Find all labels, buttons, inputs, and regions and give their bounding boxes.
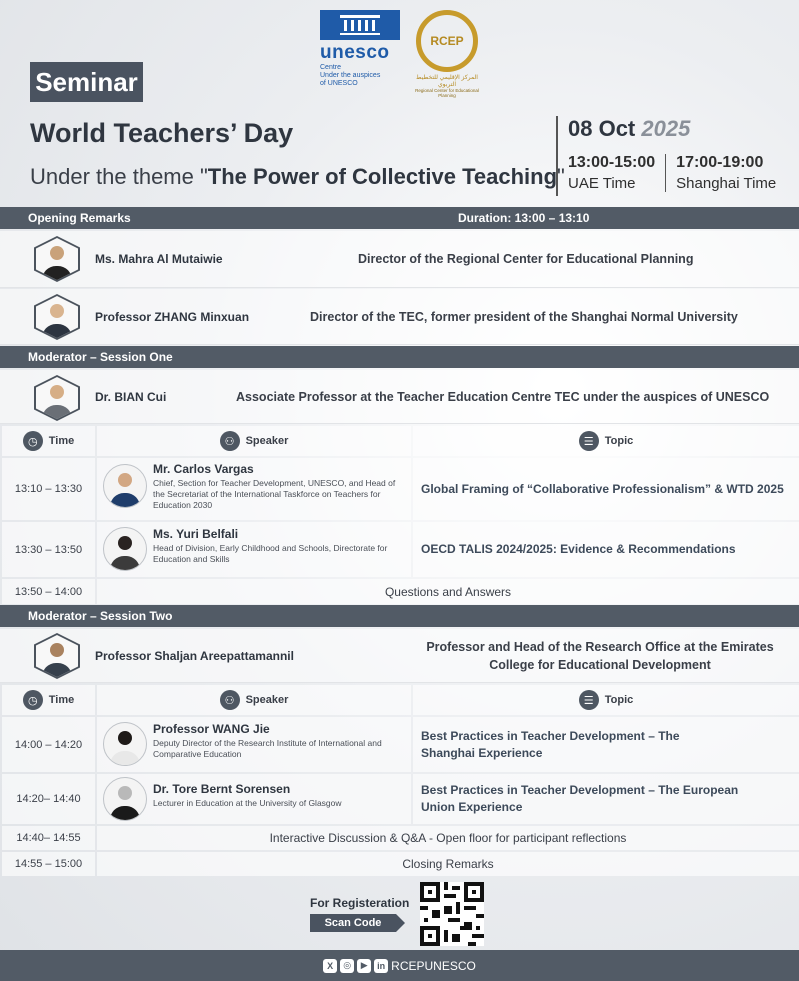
time-cell: 13:10 – 13:30 — [2, 458, 95, 520]
unesco-temple-icon — [320, 10, 400, 40]
rcep-wordmark: RCEP — [430, 34, 464, 48]
speaker-description: Deputy Director of the Research Institute of International and Comparative Education — [153, 738, 382, 759]
speaker-cell — [97, 522, 411, 577]
page-subtitle — [30, 164, 565, 190]
uae-time-range: 13:00-15:00 — [568, 154, 656, 171]
session-two-bar: Moderator – Session Two — [0, 605, 799, 627]
time-header-label: Time — [48, 694, 75, 706]
date-year: 2025 — [641, 116, 691, 141]
shanghai-time — [676, 152, 776, 194]
linkedin-icon[interactable]: in — [374, 959, 388, 973]
registration-label: For Registeration — [310, 896, 410, 910]
topic-cell — [413, 458, 799, 520]
avatar — [103, 527, 147, 571]
event-date — [568, 116, 796, 142]
speaker-name: Professor WANG Jie — [153, 722, 270, 736]
moderator-name: Professor Shaljan Areepattamannil — [95, 648, 294, 663]
unesco-logo — [320, 10, 402, 88]
registration-block — [310, 896, 409, 932]
session-one-moderator-row — [0, 370, 799, 424]
shanghai-zone: Shanghai Time — [676, 175, 777, 192]
clock-icon: ◷ — [23, 431, 43, 451]
subtitle-prefix: Under the theme " — [30, 164, 208, 189]
qa-label: Questions and Answers — [97, 579, 799, 604]
closing-label: Closing Remarks — [97, 852, 799, 876]
clock-icon: ◷ — [23, 690, 43, 710]
unesco-subline-2: Under the auspices — [320, 72, 381, 79]
qr-code[interactable] — [420, 882, 484, 946]
session-two-table — [0, 684, 799, 879]
avatar — [34, 236, 80, 282]
uae-time — [568, 152, 655, 194]
speaker-cell — [97, 458, 411, 520]
time-column-header — [2, 685, 95, 715]
scan-code-button[interactable]: Scan Code — [310, 914, 396, 932]
moderator-role: Associate Professor at the Teacher Education Centre TEC under the auspices of UNESCO — [236, 389, 770, 404]
topic-text: Best Practices in Teacher Development – The European Union Experience — [421, 783, 739, 814]
rcep-logo — [412, 10, 482, 98]
speaker-name: Professor ZHANG Minxuan — [95, 309, 250, 324]
seminar-badge: Seminar — [30, 62, 143, 102]
topic-header-label: Topic — [604, 694, 634, 706]
rcep-emblem — [416, 10, 478, 72]
avatar — [34, 633, 80, 679]
page-title: World Teachers’ Day — [30, 118, 294, 148]
speaker-name: Mr. Carlos Vargas — [153, 462, 254, 476]
speaker-header-label: Speaker — [245, 435, 289, 447]
social-handle[interactable]: RCEPUNESCO — [391, 958, 476, 973]
speaker-description: Head of Division, Early Childhood and Schools, Directorate for Education and Skills — [153, 543, 388, 564]
speaker-name: Dr. Tore Bernt Sorensen — [153, 782, 291, 796]
moderator-role: Professor and Head of the Research Office at the Emirates College for Educational Development — [426, 639, 774, 672]
speaker-description: Lecturer in Education at the University of Glasgow — [153, 798, 342, 808]
rcep-arabic-name: المركز الإقليمي للتخطيط التربوي — [416, 75, 478, 88]
x-icon[interactable]: X — [323, 959, 337, 973]
speaker-column-header — [97, 685, 411, 715]
time-cell: 14:20– 14:40 — [2, 774, 95, 824]
session-two-moderator-row — [0, 629, 799, 683]
time-cell: 14:55 – 15:00 — [2, 852, 95, 876]
opening-speaker-row — [0, 289, 799, 345]
instagram-icon[interactable]: ◎ — [340, 959, 354, 973]
subtitle-suffix: " — [557, 164, 565, 189]
document-icon: ☰ — [579, 431, 599, 451]
moderator-name: Dr. BIAN Cui — [95, 389, 167, 404]
time-cell: 14:40– 14:55 — [2, 826, 95, 850]
speaker-name: Ms. Yuri Belfali — [153, 527, 239, 541]
discussion-label: Interactive Discussion & Q&A - Open floor for participant reflections — [97, 826, 799, 850]
date-time-block — [556, 116, 796, 196]
topic-text: Global Framing of “Collaborative Professionalism” & WTD 2025 — [421, 481, 784, 496]
speaker-description: Chief, Section for Teacher Development, UNESCO, and Head of the Secretariat of the International Taskforce on Teachers for Education 2030 — [153, 478, 396, 510]
topic-header-label: Topic — [604, 435, 634, 447]
speaker-name: Ms. Mahra Al Mutaiwie — [95, 252, 223, 266]
uae-zone: UAE Time — [568, 175, 636, 192]
people-icon: ⚇ — [220, 431, 240, 451]
topic-cell — [413, 522, 799, 577]
topic-text: OECD TALIS 2024/2025: Evidence & Recommendations — [421, 542, 736, 556]
speaker-header-label: Speaker — [245, 694, 289, 706]
opening-remarks-bar — [0, 207, 799, 229]
unesco-subline-3: of UNESCO — [320, 80, 358, 87]
theme-text: The Power of Collective Teaching — [207, 164, 558, 189]
speaker-cell — [97, 774, 411, 824]
shanghai-time-range: 17:00-19:00 — [676, 154, 764, 171]
youtube-icon[interactable]: ▶ — [357, 959, 371, 973]
opening-label: Opening Remarks — [28, 211, 131, 225]
session-one-table — [0, 425, 799, 607]
rcep-english-name: Regional Center for Educational Planning — [415, 88, 479, 98]
avatar — [34, 294, 80, 340]
time-cell: 14:00 – 14:20 — [2, 717, 95, 772]
unesco-subline-1: Centre — [320, 64, 342, 71]
avatar — [103, 722, 147, 766]
avatar — [34, 375, 80, 421]
speaker-cell — [97, 717, 411, 772]
time-column-header — [2, 426, 95, 456]
opening-speaker-row — [0, 231, 799, 288]
time-cell: 13:50 – 14:00 — [2, 579, 95, 604]
document-icon: ☰ — [579, 690, 599, 710]
speaker-role: Director of the Regional Center for Educational Planning — [358, 252, 694, 266]
time-divider — [665, 154, 666, 192]
time-cell: 13:30 – 13:50 — [2, 522, 95, 577]
footer-bar — [0, 950, 799, 981]
unesco-wordmark: unesco — [320, 42, 390, 63]
avatar — [103, 777, 147, 821]
opening-duration: Duration: 13:00 – 13:10 — [458, 211, 590, 225]
topic-cell — [413, 717, 799, 772]
date-day-month: 08 Oct — [568, 116, 636, 141]
people-icon: ⚇ — [220, 690, 240, 710]
speaker-role: Director of the TEC, former president of the Shanghai Normal University — [310, 309, 738, 324]
topic-column-header — [413, 426, 799, 456]
session-one-bar: Moderator – Session One — [0, 346, 799, 368]
topic-column-header — [413, 685, 799, 715]
avatar — [103, 464, 147, 508]
topic-text: Best Practices in Teacher Development – The Shanghai Experience — [421, 728, 680, 760]
time-header-label: Time — [48, 435, 75, 447]
speaker-column-header — [97, 426, 411, 456]
topic-cell — [413, 774, 799, 824]
